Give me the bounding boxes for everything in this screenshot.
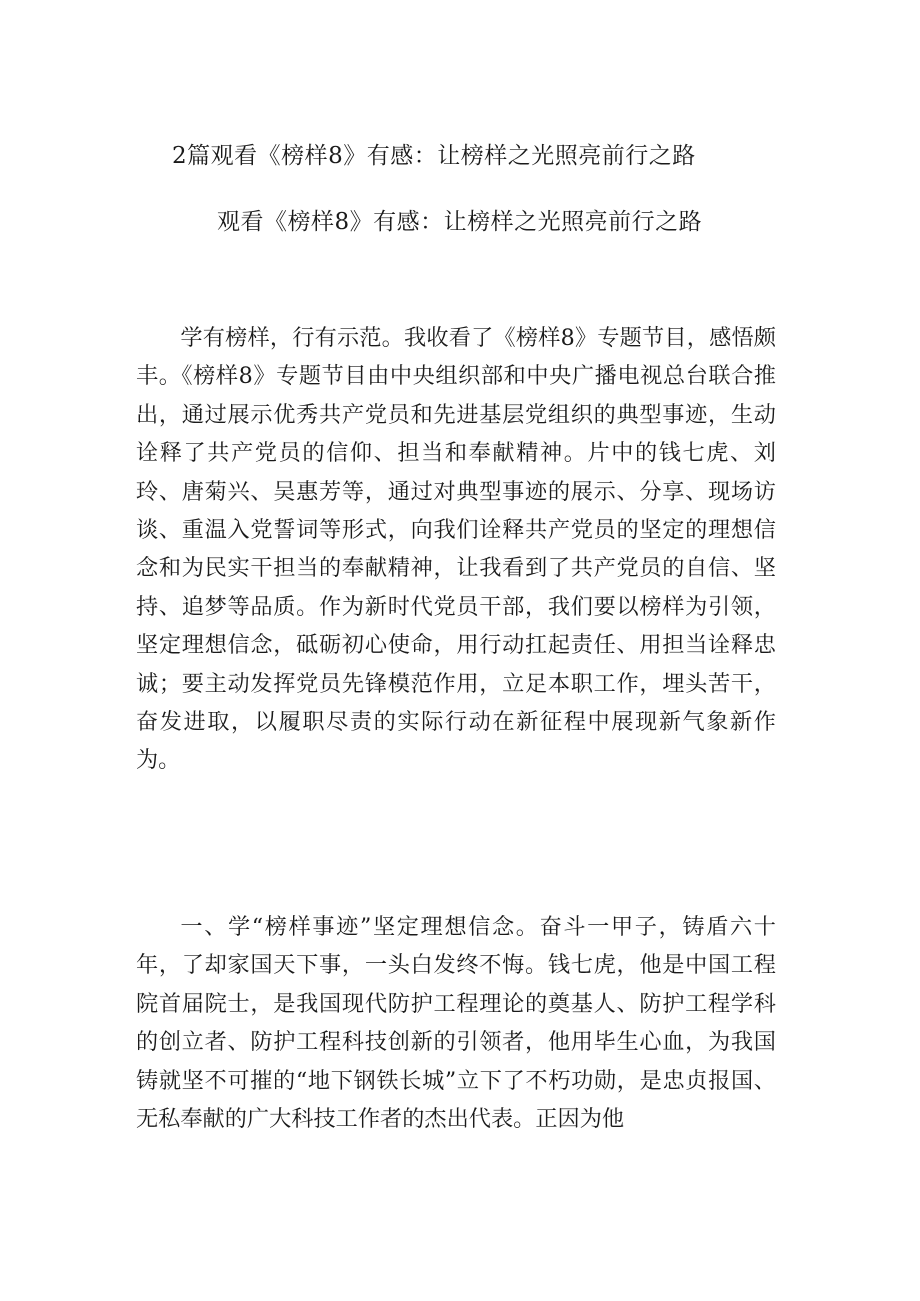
paragraph-1-container: [136, 319, 776, 780]
paragraph-section-1: 一、学“榜样事迹”坚定理想信念。奋斗一甲子，铸盾六十年，了却家国天下事，一头白发终不悔。钱七虎，他是中国工程院首届院士，是我国现代防护工程理论的奠基人、防护工程学科的创立者、防护工程科技创新的引领者，他用毕生心血，为我国铸就坚不可摧的“地下钢铁长城”立下了不朽功勋，是忠贞报国、无私奉献的广大科技工作者的杰出代表。正因为他: [136, 914, 776, 1133]
paragraph-intro: 学有榜样，行有示范。我收看了《榜样8》专题节目，感悟颇丰。《榜样8》专题节目由中央组织部和中央广播电视总台联合推出，通过展示优秀共产党员和先进基层党组织的典型事迹，生动诠释了共产党员的信仰、担当和奉献精神。片中的钱七虎、刘玲、唐菊兴、吴惠芳等，通过对典型事迹的展示、分享、现场访谈、重温入党誓词等形式，向我们诠释共产党员的坚定的理想信念和为民实干担当的奉献精神，让我看到了共产党员的自信、坚持、追梦等品质。作为新时代党员干部，我们要以榜样为引领，坚定理想信念，砥砺初心使命，用行动扛起责任、用担当诠释忠诚；要主动发挥党员先锋模范作用，立足本职工作，埋头苦干，奋发进取，以履职尽责的实际行动在新征程中展现新气象新作为。: [136, 325, 776, 774]
paragraph-2-container: [136, 908, 776, 1138]
document-title: 2篇观看《榜样8》有感：让榜样之光照亮前行之路: [172, 143, 696, 169]
document-subtitle: 观看《榜样8》有感：让榜样之光照亮前行之路: [217, 209, 703, 235]
